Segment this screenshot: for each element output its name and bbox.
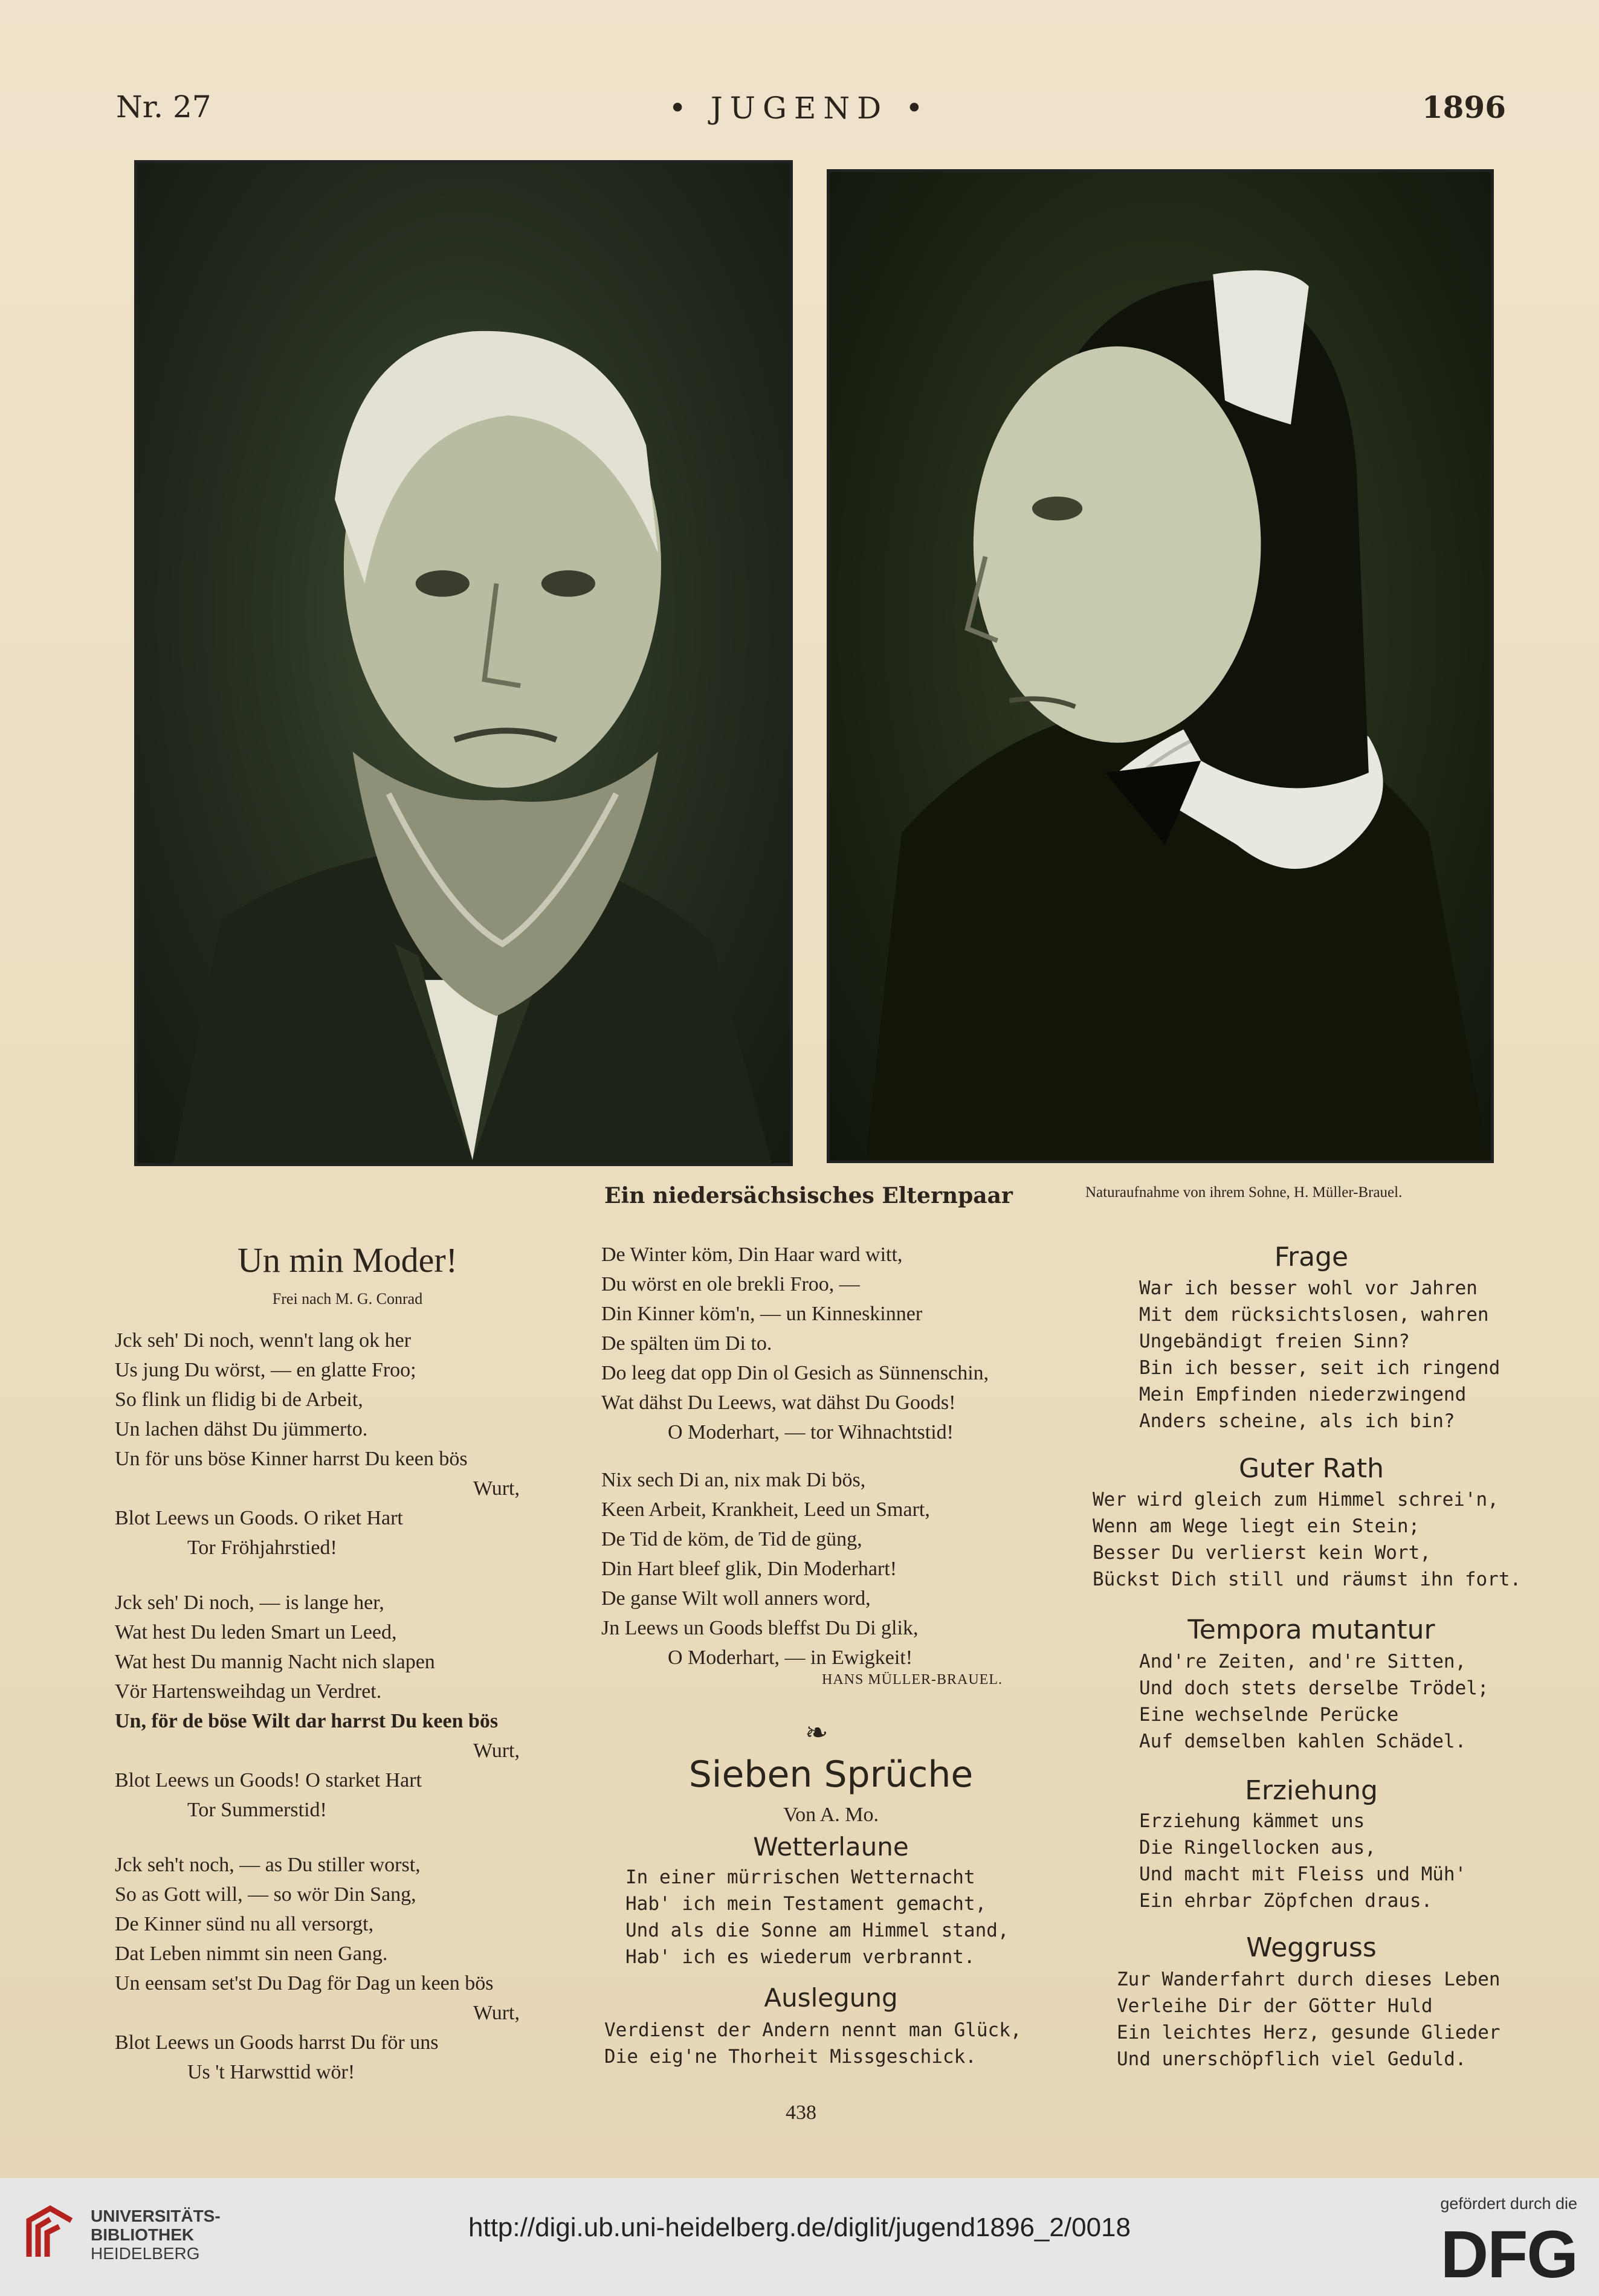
poem-stanza: [115, 1850, 574, 2087]
poem-line: Blot Leews un Goods. O riket Hart: [115, 1507, 403, 1529]
saying-heading: Weggruss: [1246, 1932, 1377, 1963]
saying-line: Eine wechselnde Perücke: [1139, 1704, 1399, 1726]
poem-signature: HANS MÜLLER-BRAUEL.: [822, 1672, 1003, 1688]
saying-line: Besser Du verlierst kein Wort,: [1093, 1542, 1431, 1564]
saying-line: Ungebändigt freien Sinn?: [1139, 1330, 1410, 1352]
saying-line: War ich besser wohl vor Jahren: [1139, 1277, 1478, 1299]
saying-line: And're Zeiten, and're Sitten,: [1139, 1651, 1467, 1672]
poem-line: Wurt,: [473, 1740, 520, 1762]
saying-body: [1093, 1486, 1521, 1593]
fleuron-ornament: ❧: [805, 1716, 829, 1749]
poem-line: Wat dähst Du Leews, wat dähst Du Goods!: [601, 1391, 956, 1414]
poem-line: Wat hest Du leden Smart un Leed,: [115, 1621, 397, 1643]
saying-line: Und als die Sonne am Himmel stand,: [625, 1920, 1009, 1941]
saying-heading: Frage: [1274, 1242, 1349, 1272]
saying-body: [1139, 1275, 1500, 1434]
poem-line: Du wörst en ole brekli Froo, —: [601, 1273, 860, 1295]
saying-line: Wenn am Wege liegt ein Stein;: [1093, 1515, 1420, 1537]
saying-line: Mein Empfinden niederzwingend: [1139, 1384, 1467, 1405]
saying-line: Verleihe Dir der Götter Huld: [1117, 1995, 1433, 2017]
photo-credit: Naturaufnahme von ihrem Sohne, H. Müller-Brauel.: [1085, 1184, 1403, 1201]
saying-line: Erziehung kämmet uns: [1139, 1810, 1365, 1832]
poem-line: Din Hart bleef glik, Din Moderhart!: [601, 1558, 897, 1580]
poem-line: Un lachen dähst Du jümmerto.: [115, 1418, 368, 1440]
library-name-line: BIBLIOTHEK: [91, 2225, 195, 2244]
saying-line: Ein leichtes Herz, gesunde Glieder: [1117, 2022, 1500, 2043]
poem-line: Din Kinner köm'n, — un Kinneskinner: [601, 1303, 923, 1325]
saying-line: In einer mürrischen Wetternacht: [625, 1866, 975, 1888]
poem-line: De Tid de köm, de Tid de güng,: [601, 1528, 862, 1550]
portrait-mother-photo: [827, 169, 1494, 1163]
photo-caption: Ein niedersächsisches Elternpaar: [604, 1183, 1013, 1208]
poem-line: Un eensam set'st Du Dag för Dag un keen bös: [115, 1972, 494, 1994]
poem-line: De ganse Wilt woll anners word,: [601, 1587, 871, 1610]
poem-stanza: [601, 1465, 1061, 1672]
poem-line: Blot Leews un Goods harrst Du för uns: [115, 2031, 439, 2054]
poem-line: Jck seh' Di noch, — is lange her,: [115, 1591, 384, 1614]
saying-heading: Wetterlaune: [753, 1832, 909, 1862]
poem-line: O Moderhart, — tor Wihnachtstid!: [668, 1421, 954, 1443]
saying-line: Und unerschöpflich viel Geduld.: [1117, 2048, 1467, 2070]
saying-line: Mit dem rücksichtslosen, wahren: [1139, 1304, 1489, 1326]
poem-continuation: [601, 1240, 1061, 1691]
page-number: 438: [786, 2101, 816, 2124]
saying-body: [1139, 1808, 1466, 1914]
poem-title: Un min Moder!: [237, 1240, 458, 1280]
library-name-line: HEIDELBERG: [91, 2244, 200, 2263]
poem-line: Jn Leews un Goods bleffst Du Di glik,: [601, 1617, 919, 1639]
poem-body: [115, 1326, 574, 2112]
poem-stanza: [115, 1588, 574, 1825]
sprueche-author: Von A. Mo.: [783, 1804, 879, 1826]
saying-body: [1117, 1966, 1500, 2072]
saying-line: Wer wird gleich zum Himmel schrei'n,: [1093, 1489, 1499, 1511]
poem-line: O Moderhart, — in Ewigkeit!: [668, 1646, 913, 1669]
saying-heading: Erziehung: [1245, 1775, 1378, 1806]
poem-line: Wat hest Du mannig Nacht nich slapen: [115, 1651, 435, 1673]
saying-line: Auf demselben kahlen Schädel.: [1139, 1730, 1467, 1752]
saying-line: Bin ich besser, seit ich ringend: [1139, 1357, 1500, 1379]
poem-line: So as Gott will, — so wör Din Sang,: [115, 1883, 416, 1906]
poem-line: Tor Fröhjahrstied!: [187, 1537, 337, 1559]
saying-line: Bückst Dich still und räumst ihn fort.: [1093, 1569, 1522, 1590]
saying-line: Die Ringellocken aus,: [1139, 1837, 1376, 1859]
saying-line: Die eig'ne Thorheit Missgeschick.: [604, 2046, 977, 2068]
saying-heading: Tempora mutantur: [1187, 1614, 1435, 1645]
saying-line: Und doch stets derselbe Trödel;: [1139, 1677, 1489, 1699]
poem-line: Wurt,: [473, 2002, 520, 2024]
issue-number: Nr. 27: [116, 89, 212, 124]
poem-line: Nix sech Di an, nix mak Di bös,: [601, 1469, 866, 1491]
sprueche-title: Sieben Sprüche: [688, 1753, 974, 1796]
journal-year: 1896: [1421, 89, 1506, 125]
funding-label: gefördert durch die: [1440, 2194, 1577, 2213]
saying-body: [604, 2017, 1022, 2070]
poem-line: De spälten üm Di to.: [601, 1332, 772, 1355]
poem-line: Blot Leews un Goods! O starket Hart: [115, 1769, 422, 1791]
poem-line: Un för uns böse Kinner harrst Du keen bös: [115, 1448, 468, 1470]
saying-line: Und macht mit Fleiss und Müh': [1139, 1863, 1467, 1885]
poem-line: Do leeg dat opp Din ol Gesich as Sünnenschin,: [601, 1362, 989, 1384]
permalink-url[interactable]: http://digi.ub.uni-heidelberg.de/diglit/jugend1896_2/0018: [468, 2213, 1131, 2242]
poem-line: Dat Leben nimmt sin neen Gang.: [115, 1943, 388, 1965]
saying-body: [625, 1864, 1009, 1970]
saying-line: Ein ehrbar Zöpfchen draus.: [1139, 1890, 1433, 1912]
saying-line: Anders scheine, als ich bin?: [1139, 1410, 1455, 1432]
saying-body: [1139, 1648, 1489, 1755]
poem-line: De Winter köm, Din Haar ward witt,: [601, 1243, 903, 1266]
poem-line: Jck seh' Di noch, wenn't lang ok her: [115, 1329, 412, 1352]
poem-line: So flink un flidig bi de Arbeit,: [115, 1388, 363, 1411]
library-name-line: UNIVERSITÄTS-: [91, 2207, 221, 2225]
saying-line: Hab' ich es wiederum verbrannt.: [625, 1946, 975, 1968]
poem-line: Un, för de böse Wilt dar harrst Du keen bös: [115, 1710, 499, 1732]
saying-line: Verdienst der Andern nennt man Glück,: [604, 2019, 1022, 2041]
poem-stanza: [601, 1240, 1061, 1447]
poem-line: Us 't Harwsttid wör!: [187, 2061, 355, 2083]
poem-line: Jck seh't noch, — as Du stiller worst,: [115, 1854, 421, 1876]
poem-line: Us jung Du wörst, — en glatte Froo;: [115, 1359, 416, 1381]
poem-line: Vör Hartensweihdag un Verdret.: [115, 1680, 382, 1703]
poem-line: Tor Summerstid!: [187, 1799, 327, 1821]
saying-line: Hab' ich mein Testament gemacht,: [625, 1893, 987, 1915]
poem-line: Wurt,: [473, 1477, 520, 1500]
saying-line: Zur Wanderfahrt durch dieses Leben: [1117, 1969, 1500, 1990]
journal-title: • JUGEND •: [668, 91, 931, 126]
poem-line: Keen Arbeit, Krankheit, Leed un Smart,: [601, 1498, 930, 1521]
portrait-father-photo: [134, 160, 793, 1166]
poem-subtitle: Frei nach M. G. Conrad: [272, 1290, 423, 1308]
poem-line: De Kinner sünd nu all versorgt,: [115, 1913, 374, 1935]
poem-stanza: [115, 1326, 574, 1562]
dfg-logo[interactable]: DFG: [1440, 2217, 1577, 2292]
saying-heading: Auslegung: [764, 1983, 898, 2013]
saying-heading: Guter Rath: [1238, 1453, 1384, 1484]
